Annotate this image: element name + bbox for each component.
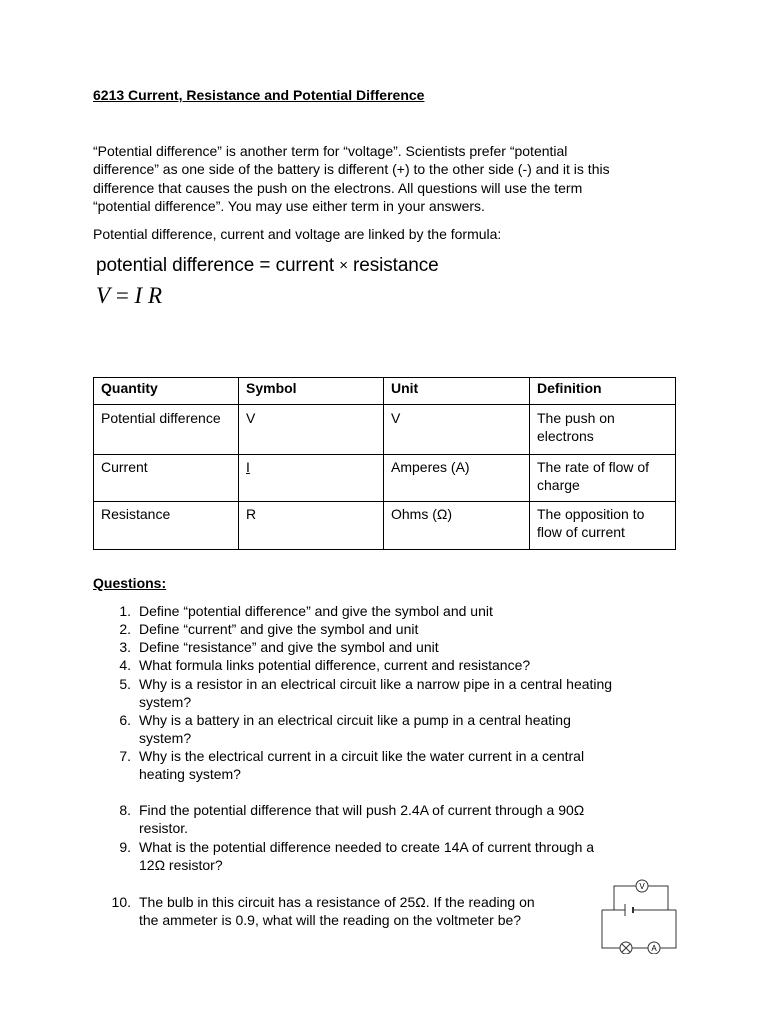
table-row [94,502,676,550]
question-text [139,893,535,929]
question-line: Define “current” and give the symbol and unit [139,621,419,637]
table-cell: The rate of flow of charge [530,455,676,502]
table-cell: Amperes (A) [384,455,530,502]
table-row [94,455,676,502]
question-line: 12Ω resistor? [139,857,223,873]
table-header-cell: Quantity [94,378,239,405]
document-title: 6213 Current, Resistance and Potential Difference [93,87,425,103]
table-row [94,405,676,455]
question-number: 5. [119,676,131,692]
question-line: The bulb in this circuit has a resistance of 25Ω. If the reading on [139,894,535,910]
table-cell: The opposition to flow of current [530,502,676,550]
voltmeter-label: V [639,882,645,891]
ammeter-icon [648,942,660,954]
question-text [139,638,439,656]
question-number: 3. [119,639,131,655]
question-number: 9. [119,839,131,855]
times-sign: × [339,257,348,274]
question-number: 10. [111,894,131,910]
intro-line: difference” as one side of the battery is different (+) to the other side (-) and it is this [93,161,610,178]
table-cell: V [384,405,530,455]
table-header-cell: Unit [384,378,530,405]
table-header-cell: Symbol [239,378,384,405]
formula-word-equation [96,255,439,277]
table-cell: R [239,502,384,550]
formula-intro-text: Potential difference, current and voltage are linked by the formula: [93,226,502,242]
question-number: 7. [119,748,131,764]
question-text [139,747,584,783]
table-cell: The push on electrons [530,405,676,455]
quantities-table [93,377,676,550]
intro-line: “Potential difference” is another term for “voltage”. Scientists prefer “potential [93,143,568,159]
question-number: 4. [119,657,131,673]
symbol-equals: = [110,283,135,308]
formula-right: resistance [353,255,439,276]
question-line: Why is the electrical current in a circuit like the water current in a central [139,748,585,764]
question-text [139,602,493,620]
question-number: 6. [119,712,131,728]
circuit-diagram [596,874,686,954]
symbol-i: I [134,283,143,308]
question-line: Why is a battery in an electrical circuit like a pump in a central heating [139,712,571,728]
intro-paragraph [93,142,683,216]
battery-icon [625,904,633,916]
question-number: 2. [119,621,131,637]
question-line: Define “potential difference” and give the symbol and unit [139,603,493,619]
question-text [139,620,418,638]
lamp-icon [620,942,632,954]
formula-symbolic-equation [96,283,162,309]
current-symbol: I [246,459,250,475]
questions-heading: Questions: [93,575,167,591]
question-line: Why is a resistor in an electrical circuit like a narrow pipe in a central heating [139,676,613,692]
intro-line: difference that causes the push on the electrons. All questions will use the term [93,179,583,196]
symbol-v: V [96,283,111,308]
question-line: resistor. [139,820,189,836]
table-cell [239,455,384,502]
question-line: system? [139,730,192,746]
table-header-row [94,378,676,405]
question-text [139,801,584,837]
table-cell: Current [94,455,239,502]
table-cell: V [239,405,384,455]
question-line: What formula links potential difference, current and resistance? [139,657,531,673]
question-line: system? [139,694,192,710]
intro-line: “potential difference”. You may use either term in your answers. [93,198,485,215]
symbol-r: R [142,283,163,308]
circuit-wires [602,886,676,948]
table-header-cell: Definition [530,378,676,405]
ammeter-label: A [651,944,657,953]
question-text [139,656,530,674]
question-line: the ammeter is 0.9, what will the reading on the voltmeter be? [139,912,522,928]
table-cell: Ohms (Ω) [384,502,530,550]
question-text [139,711,571,747]
table-cell: Resistance [94,502,239,550]
question-line: Find the potential difference that will push 2.4A of current through a 90Ω [139,802,585,818]
question-line: Define “resistance” and give the symbol and unit [139,639,439,655]
voltmeter-icon [636,880,648,892]
formula-left: potential difference = current [96,255,334,276]
table-cell: Potential difference [94,405,239,455]
question-text [139,838,594,874]
question-line: What is the potential difference needed to create 14A of current through a [139,839,595,855]
question-number: 1. [119,603,131,619]
question-number: 8. [119,802,131,818]
question-line: heating system? [139,766,241,782]
question-text [139,675,612,711]
